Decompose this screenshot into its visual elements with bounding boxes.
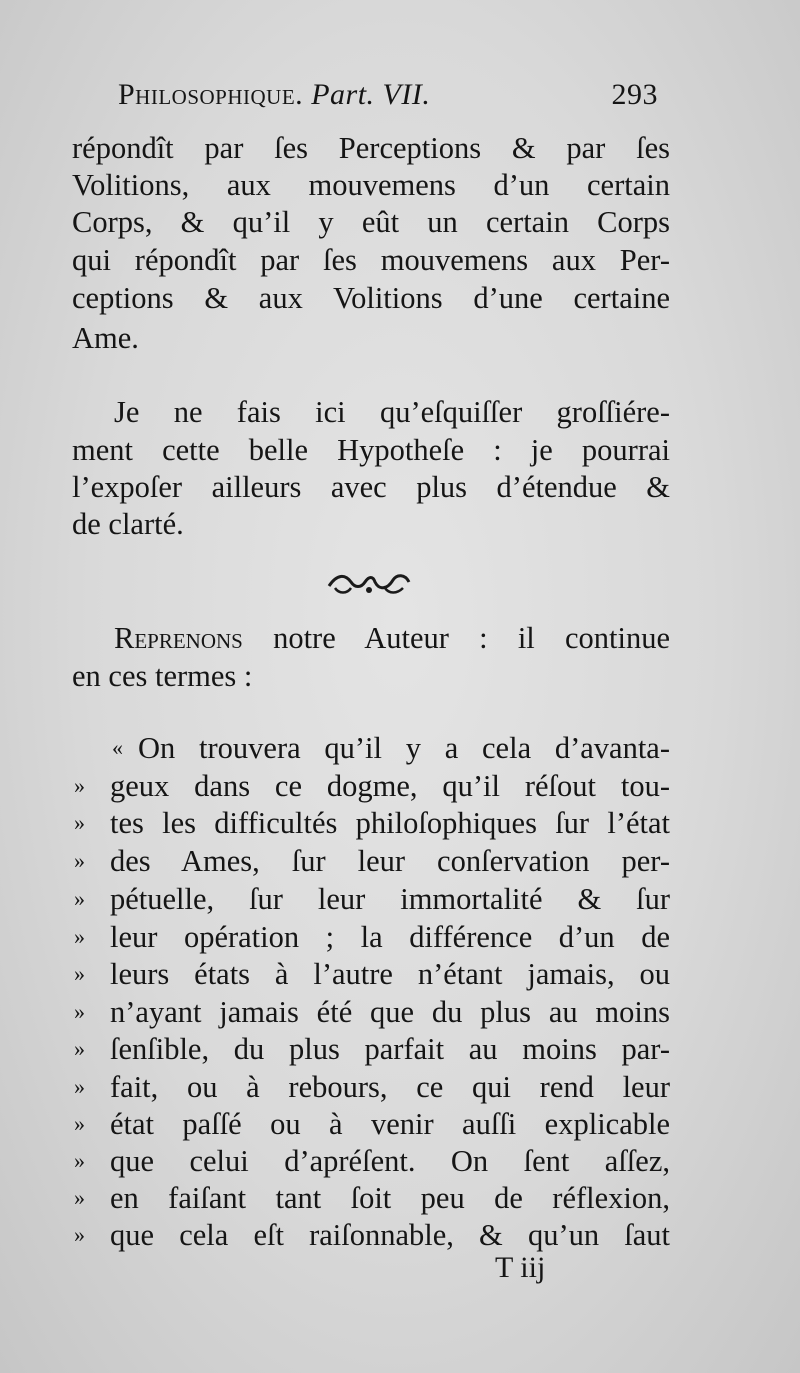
- quote-line: tes les difficultés philoſophiques ſur l’état: [110, 806, 670, 840]
- quote-mark: »: [74, 848, 85, 873]
- running-header: [118, 78, 658, 122]
- text-line: Reprenons notre Auteur : il continue: [114, 621, 670, 655]
- quote-line: n’ayant jamais été que du plus au moins: [110, 995, 670, 1029]
- quote-mark: »: [74, 1074, 85, 1099]
- quote-line: que cela eſt raiſonnable, & qu’un ſaut: [110, 1218, 670, 1252]
- text-line: répondît par ſes Perceptions & par ſes: [72, 131, 670, 165]
- quote-mark: »: [74, 1036, 85, 1061]
- quote-line: leurs états à l’autre n’étant jamais, ou: [110, 957, 670, 991]
- text-line: qui répondît par ſes mouvemens aux Per-: [72, 243, 670, 277]
- running-part: Part. VII.: [311, 78, 431, 111]
- text-line: Volitions, aux mouvemens d’un certain: [72, 168, 670, 202]
- quote-line: en faiſant tant ſoit peu de réflexion,: [110, 1181, 670, 1215]
- lead-word: Reprenons: [114, 621, 243, 655]
- text-line: en ces termes :: [72, 659, 253, 693]
- quote-line: que celui d’apréſent. On ſent aſſez,: [110, 1144, 670, 1178]
- signature-mark: T iij: [495, 1251, 546, 1284]
- quote-line: leur opération ; la différence d’un de: [110, 920, 670, 954]
- open-quote-mark: «: [112, 735, 123, 760]
- text-line: de clarté.: [72, 507, 184, 541]
- quote-mark: »: [74, 773, 85, 798]
- quote-line: ſenſible, du plus parfait au moins par-: [110, 1032, 670, 1066]
- text-line: ceptions & aux Volitions d’une certaine: [72, 281, 670, 315]
- quote-mark: »: [74, 886, 85, 911]
- quote-line: état paſſé ou à venir auſſi explicable: [110, 1107, 670, 1141]
- quote-mark: »: [74, 961, 85, 986]
- quote-mark: »: [74, 924, 85, 949]
- quote-line: fait, ou à rebours, ce qui rend leur: [110, 1070, 670, 1104]
- text-line: l’expoſer ailleurs avec plus d’étendue &: [72, 470, 670, 504]
- text-line: ment cette belle Hypotheſe : je pourrai: [72, 433, 670, 467]
- quote-line: pétuelle, ſur leur immortalité & ſur: [110, 882, 670, 916]
- quote-line: geux dans ce dogme, qu’il réſout tou-: [110, 769, 670, 803]
- quote-mark: »: [74, 1148, 85, 1173]
- quote-mark: »: [74, 1222, 85, 1247]
- quote-line: des Ames, ſur leur conſervation per-: [110, 844, 670, 878]
- quote-line: On trouvera qu’il y a cela d’avanta-: [138, 731, 670, 765]
- text-line: Je ne fais ici qu’eſquiſſer groſſiére-: [114, 395, 670, 429]
- quote-mark: »: [74, 1185, 85, 1210]
- quote-mark: »: [74, 999, 85, 1024]
- running-title: Philosophique.: [118, 78, 304, 111]
- text-line: Corps, & qu’il y eût un certain Corps: [72, 205, 670, 239]
- fleuron-ornament-icon: [325, 568, 413, 598]
- text-line: Ame.: [72, 321, 139, 355]
- page-number: 293: [611, 78, 658, 111]
- quote-mark: »: [74, 810, 85, 835]
- quote-mark: »: [74, 1111, 85, 1136]
